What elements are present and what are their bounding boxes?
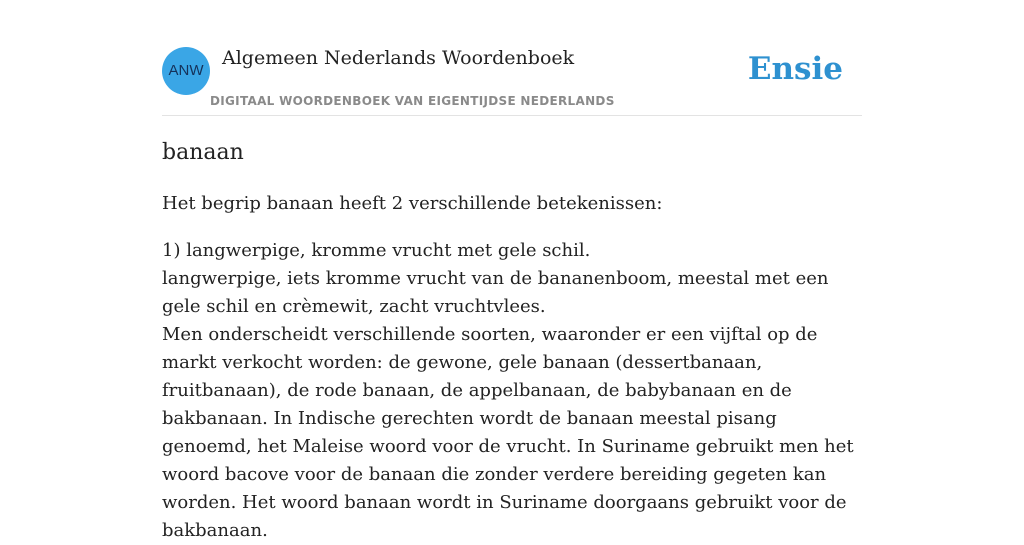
sense-1 — [162, 237, 862, 545]
site-header — [162, 47, 862, 116]
entry-content — [162, 138, 862, 545]
site-title[interactable]: Algemeen Nederlands Woordenboek — [222, 47, 575, 69]
anw-logo[interactable]: ANW — [162, 47, 210, 95]
sense-1-definition: langwerpige, iets kromme vrucht van de bananenboom, meestal met een gele schil en crèmewit, zacht vruchtvlees. — [162, 268, 829, 317]
entry-intro: Het begrip banaan heeft 2 verschillende betekenissen: — [162, 193, 663, 214]
sense-1-explanation: Men onderscheidt verschillende soorten, waaronder er een vijftal op de markt verkocht worden: de gewone, gele banaan (dessertbanaan, fruitbanaan), de rode banaan, de appelbanaan, de babybanaan en de bakbanaan. In Indische gerechten wordt de banaan meestal pisang genoemd, het Maleise woord voor de vrucht. In Suriname gebruikt men het woord bacove voor de banaan die zonder verdere bereiding gegeten kan worden. Het woord banaan wordt in Suriname doorgaans gebruikt voor de bakbanaan. — [162, 324, 854, 541]
ensie-logo[interactable]: Ensie — [747, 51, 843, 87]
headword: banaan — [162, 140, 244, 165]
sense-1-label: 1) langwerpige, kromme vrucht met gele schil. — [162, 240, 591, 261]
site-subtitle: DIGITAAL WOORDENBOEK VAN EIGENTIJDSE NEDERLANDS — [210, 94, 615, 108]
